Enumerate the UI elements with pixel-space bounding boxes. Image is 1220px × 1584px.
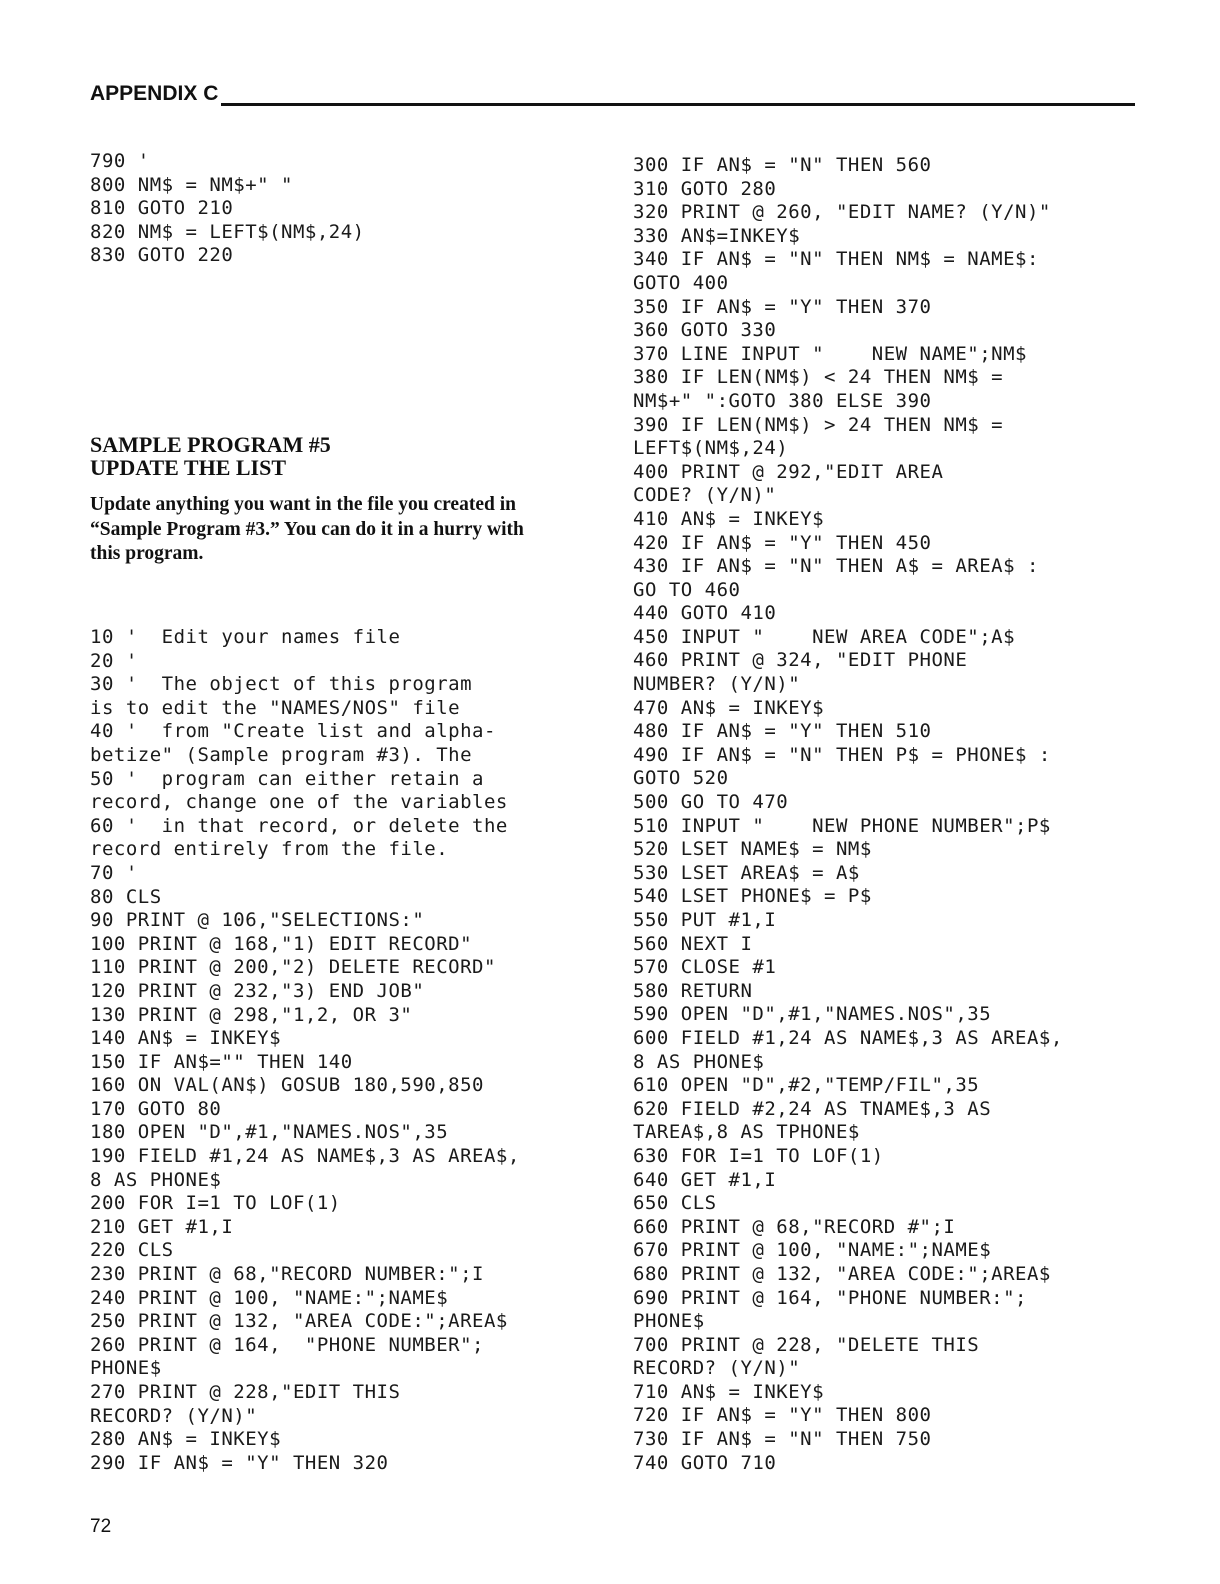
code-line: 40 ' from "Create list and alpha- xyxy=(90,720,496,743)
code-line: 280 AN$ = INKEY$ xyxy=(90,1428,282,1451)
code-line: 700 PRINT @ 228, "DELETE THIS xyxy=(633,1333,980,1356)
code-line: 820 NM$ = LEFT$(NM$,24) xyxy=(90,220,365,243)
code-line: 270 PRINT @ 228,"EDIT THIS xyxy=(90,1381,401,1403)
code-line: 540 LSET PHONE$ = P$ xyxy=(633,885,872,908)
header-rule xyxy=(221,86,1135,106)
code-line: 330 AN$=INKEY$ xyxy=(633,224,801,247)
code-line: 390 IF LEN(NM$) > 24 THEN NM$ = xyxy=(633,413,1004,436)
code-line: 740 GOTO 710 xyxy=(633,1451,777,1474)
code-line: 630 FOR I=1 TO LOF(1) xyxy=(633,1144,884,1167)
intro-line: “Sample Program #3.” You can do it in a hurry with xyxy=(90,518,524,540)
code-line: 400 PRINT @ 292,"EDIT AREA xyxy=(633,460,944,483)
code-line: 510 INPUT " NEW PHONE NUMBER";P$ xyxy=(633,814,1051,837)
code-line: 8 AS PHONE$ xyxy=(633,1050,765,1073)
code-line: is to edit the "NAMES/NOS" file xyxy=(90,696,461,719)
code-listing-right xyxy=(633,154,1063,1475)
code-line: 360 GOTO 330 xyxy=(633,319,777,342)
code-line: 50 ' program can either retain a xyxy=(90,767,484,790)
code-listing-left xyxy=(90,626,520,1475)
code-line: 260 PRINT @ 164, "PHONE NUMBER"; xyxy=(90,1333,484,1356)
code-line: 220 CLS xyxy=(90,1239,174,1262)
section-title xyxy=(90,433,610,479)
code-line: 350 IF AN$ = "Y" THEN 370 xyxy=(633,295,932,318)
code-line: 8 AS PHONE$ xyxy=(90,1168,222,1191)
code-line: 170 GOTO 80 xyxy=(90,1097,222,1120)
code-line: 470 AN$ = INKEY$ xyxy=(633,696,825,719)
code-line: 230 PRINT @ 68,"RECORD NUMBER:";I xyxy=(90,1263,484,1286)
code-line: 90 PRINT @ 106,"SELECTIONS:" xyxy=(90,909,425,932)
code-line: 810 GOTO 210 xyxy=(90,197,234,220)
code-line: betize" (Sample program #3). The xyxy=(90,743,473,766)
code-line: CODE? (Y/N)" xyxy=(633,484,777,507)
code-line: GO TO 460 xyxy=(633,578,741,601)
code-line: 130 PRINT @ 298,"1,2, OR 3" xyxy=(90,1003,413,1026)
code-line: 10 ' Edit your names file xyxy=(90,626,401,648)
code-line: 100 PRINT @ 168,"1) EDIT RECORD" xyxy=(90,932,473,955)
code-line: 720 IF AN$ = "Y" THEN 800 xyxy=(633,1404,932,1427)
code-line: 490 IF AN$ = "N" THEN P$ = PHONE$ : xyxy=(633,743,1051,766)
code-line: 70 ' xyxy=(90,861,138,884)
code-line: 320 PRINT @ 260, "EDIT NAME? (Y/N)" xyxy=(633,201,1051,224)
code-line: PHONE$ xyxy=(633,1310,705,1333)
code-line: 690 PRINT @ 164, "PHONE NUMBER:"; xyxy=(633,1286,1027,1309)
code-line: 730 IF AN$ = "N" THEN 750 xyxy=(633,1428,932,1451)
code-line: 620 FIELD #2,24 AS TNAME$,3 AS xyxy=(633,1097,992,1120)
code-line: 380 IF LEN(NM$) < 24 THEN NM$ = xyxy=(633,366,1004,389)
code-listing-left-top xyxy=(90,150,365,268)
code-line: 440 GOTO 410 xyxy=(633,602,777,625)
code-line: record entirely from the file. xyxy=(90,838,449,861)
code-line: NM$+" ":GOTO 380 ELSE 390 xyxy=(633,389,932,412)
code-line: 300 IF AN$ = "N" THEN 560 xyxy=(633,154,932,176)
code-line: 120 PRINT @ 232,"3) END JOB" xyxy=(90,979,425,1002)
intro-paragraph xyxy=(90,493,600,567)
code-line: 660 PRINT @ 68,"RECORD #";I xyxy=(633,1215,956,1238)
code-line: GOTO 520 xyxy=(633,767,729,790)
code-line: 650 CLS xyxy=(633,1192,717,1215)
code-line: 110 PRINT @ 200,"2) DELETE RECORD" xyxy=(90,956,496,979)
code-line: 670 PRINT @ 100, "NAME:";NAME$ xyxy=(633,1239,992,1262)
code-line: 240 PRINT @ 100, "NAME:";NAME$ xyxy=(90,1286,449,1309)
code-line: 600 FIELD #1,24 AS NAME$,3 AS AREA$, xyxy=(633,1026,1063,1049)
code-line: 190 FIELD #1,24 AS NAME$,3 AS AREA$, xyxy=(90,1145,520,1168)
code-line: 210 GET #1,I xyxy=(90,1215,234,1238)
code-line: NUMBER? (Y/N)" xyxy=(633,673,801,696)
code-line: 800 NM$ = NM$+" " xyxy=(90,173,293,196)
code-line: RECORD? (Y/N)" xyxy=(90,1404,258,1427)
code-line: 420 IF AN$ = "Y" THEN 450 xyxy=(633,531,932,554)
code-line: 250 PRINT @ 132, "AREA CODE:";AREA$ xyxy=(90,1310,508,1333)
intro-line: Update anything you want in the file you created in xyxy=(90,494,516,515)
code-line: 140 AN$ = INKEY$ xyxy=(90,1027,282,1050)
code-line: 200 FOR I=1 TO LOF(1) xyxy=(90,1192,341,1215)
code-line: 520 LSET NAME$ = NM$ xyxy=(633,838,872,861)
code-line: 30 ' The object of this program xyxy=(90,673,473,696)
code-line: 590 OPEN "D",#1,"NAMES.NOS",35 xyxy=(633,1003,992,1026)
code-line: 450 INPUT " NEW AREA CODE";A$ xyxy=(633,625,1016,648)
page-header xyxy=(90,80,1135,106)
intro-line: this program. xyxy=(90,543,204,564)
code-line: 500 GO TO 470 xyxy=(633,791,789,814)
code-line: 20 ' xyxy=(90,649,138,672)
code-line: GOTO 400 xyxy=(633,271,729,294)
code-line: 370 LINE INPUT " NEW NAME";NM$ xyxy=(633,342,1027,365)
code-line: 610 OPEN "D",#2,"TEMP/FIL",35 xyxy=(633,1074,980,1097)
code-line: LEFT$(NM$,24) xyxy=(633,437,789,460)
code-line: 180 OPEN "D",#1,"NAMES.NOS",35 xyxy=(90,1121,449,1144)
section-title-line: SAMPLE PROGRAM #5 xyxy=(90,432,331,457)
code-line: 60 ' in that record, or delete the xyxy=(90,814,508,837)
code-line: 530 LSET AREA$ = A$ xyxy=(633,861,860,884)
code-line: 550 PUT #1,I xyxy=(633,909,777,931)
page-number: 72 xyxy=(90,1516,112,1537)
code-line: 80 CLS xyxy=(90,885,162,908)
code-line: 560 NEXT I xyxy=(633,932,753,955)
section-title-line: UPDATE THE LIST xyxy=(90,455,287,480)
code-line: 710 AN$ = INKEY$ xyxy=(633,1380,825,1403)
code-line: RECORD? (Y/N)" xyxy=(633,1357,801,1380)
code-line: 680 PRINT @ 132, "AREA CODE:";AREA$ xyxy=(633,1262,1051,1285)
code-line: 570 CLOSE #1 xyxy=(633,956,777,979)
code-line: PHONE$ xyxy=(90,1357,162,1380)
code-line: 640 GET #1,I xyxy=(633,1168,777,1191)
code-line: TAREA$,8 AS TPHONE$ xyxy=(633,1121,860,1144)
code-line: 340 IF AN$ = "N" THEN NM$ = NAME$: xyxy=(633,248,1039,271)
code-line: 460 PRINT @ 324, "EDIT PHONE xyxy=(633,649,968,672)
code-line: 410 AN$ = INKEY$ xyxy=(633,507,825,530)
code-line: 160 ON VAL(AN$) GOSUB 180,590,850 xyxy=(90,1074,484,1097)
code-line: 430 IF AN$ = "N" THEN A$ = AREA$ : xyxy=(633,555,1039,578)
code-line: 480 IF AN$ = "Y" THEN 510 xyxy=(633,720,932,743)
code-line: record, change one of the variables xyxy=(90,791,508,814)
appendix-title: APPENDIX C xyxy=(90,82,219,105)
code-line: 310 GOTO 280 xyxy=(633,177,777,200)
code-line: 580 RETURN xyxy=(633,979,753,1002)
code-line: 830 GOTO 220 xyxy=(90,244,234,267)
code-line: 790 ' xyxy=(90,150,150,172)
code-line: 290 IF AN$ = "Y" THEN 320 xyxy=(90,1451,389,1474)
code-line: 150 IF AN$="" THEN 140 xyxy=(90,1050,353,1073)
